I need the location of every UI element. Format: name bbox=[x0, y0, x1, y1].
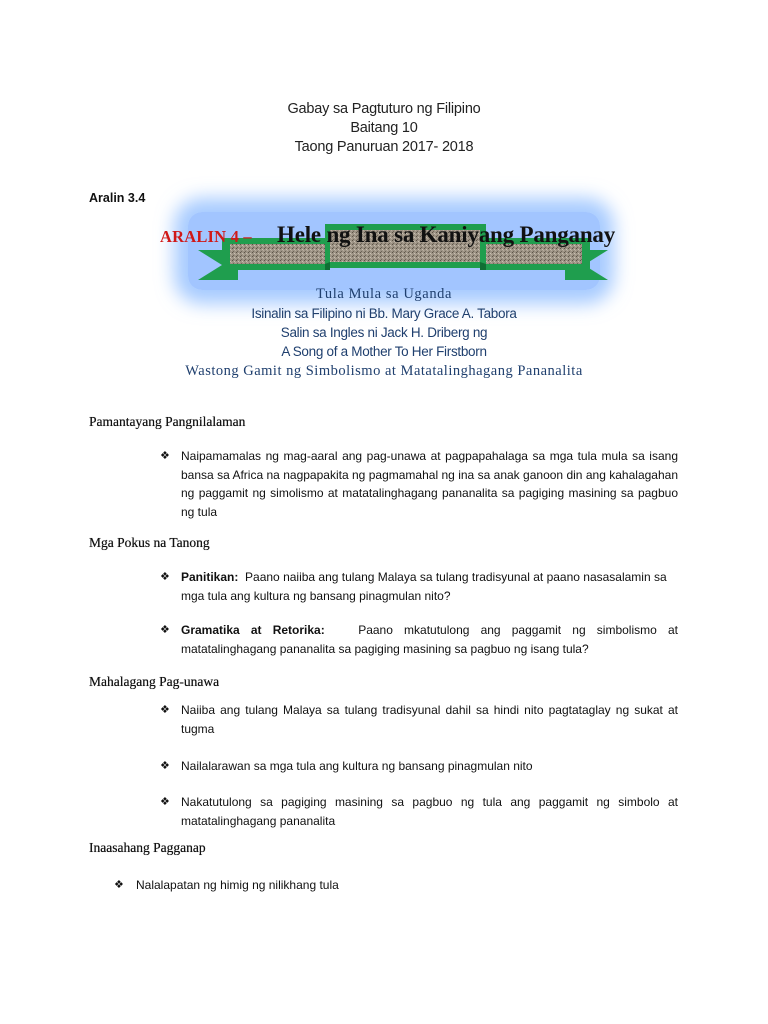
pokus-label-panitikan: Panitikan: bbox=[181, 570, 239, 584]
header-line-1: Gabay sa Pagtuturo ng Filipino bbox=[287, 101, 481, 117]
pamantayan-text: Naipamamalas ng mag-aaral ang pag-unawa at pagpapahalaga sa mga tula mula sa isang bansa sa Africa na nagpapakita ng pagmamahal ng ina sa anak ganoon din ang kahalagahan ng paggamit ng simolismo at matatalinghagang pananalita sa pagiging masining sa pagbuo ng tula bbox=[181, 449, 678, 519]
subtitle-topic: Wastong Gamit ng Simbolismo at Matatalinghagang Pananalita bbox=[185, 363, 583, 379]
list-item bbox=[114, 876, 674, 895]
subtitle-translator: Isinalin sa Filipino ni Bb. Mary Grace A. Tabora bbox=[251, 306, 517, 321]
diamond-bullet-icon: ❖ bbox=[160, 571, 170, 583]
subtitle-english-translator: Salin sa Ingles ni Jack H. Driberg ng bbox=[280, 325, 488, 340]
header-line-2: Baitang 10 bbox=[350, 120, 418, 136]
list-item bbox=[160, 621, 678, 658]
heading-pagganap: Inaasahang Pagganap bbox=[89, 840, 206, 855]
banner-lesson-number: ARALIN 4 – bbox=[160, 227, 252, 246]
document-header bbox=[0, 100, 768, 157]
heading-pokus: Mga Pokus na Tanong bbox=[89, 535, 210, 550]
subtitle-origin: Tula Mula sa Uganda bbox=[315, 286, 453, 302]
pokus-text-gramatika: Paano mkatutulong ang paggamit ng simbolismo at matatalinghagang pananalita sa pagiging masining sa pagbuo ng isang tula? bbox=[181, 623, 678, 656]
heading-unawa: Mahalagang Pag-unawa bbox=[89, 674, 220, 689]
heading-pamantayan: Pamantayang Pangnilalaman bbox=[89, 414, 246, 429]
diamond-bullet-icon: ❖ bbox=[160, 450, 170, 462]
diamond-bullet-icon: ❖ bbox=[114, 879, 124, 891]
diamond-bullet-icon: ❖ bbox=[160, 624, 170, 636]
unawa-text-2: Nailalarawan sa mga tula ang kultura ng bansang pinagmulan nito bbox=[181, 759, 533, 773]
pokus-label-gramatika: Gramatika at Retorika: bbox=[181, 623, 325, 637]
unawa-text-3: Nakatutulong sa pagiging masining sa pagbuo ng tula ang paggamit ng simbolo at matatalinghagang pananalita bbox=[181, 795, 678, 828]
list-item bbox=[160, 757, 678, 776]
list-item bbox=[160, 793, 678, 830]
subtitle-block bbox=[0, 285, 768, 381]
banner-title: Hele ng Ina sa Kaniyang Panganay bbox=[277, 222, 616, 247]
unawa-text-1: Naiiba ang tulang Malaya sa tulang tradisyunal dahil sa hindi nito pagtataglay ng sukat at tugma bbox=[181, 703, 678, 736]
diamond-bullet-icon: ❖ bbox=[160, 704, 170, 716]
subtitle-english-title: A Song of a Mother To Her Firstborn bbox=[281, 344, 487, 359]
list-item bbox=[160, 568, 678, 605]
aralin-label: Aralin 3.4 bbox=[89, 191, 146, 205]
diamond-bullet-icon: ❖ bbox=[160, 796, 170, 808]
diamond-bullet-icon: ❖ bbox=[160, 760, 170, 772]
list-item bbox=[160, 447, 678, 521]
header-line-3: Taong Panuruan 2017- 2018 bbox=[294, 139, 474, 155]
pagganap-text: Nalalapatan ng himig ng nilikhang tula bbox=[136, 878, 339, 892]
list-item bbox=[160, 701, 678, 738]
pokus-text-panitikan: Paano naiiba ang tulang Malaya sa tulang tradisyunal at paano nasasalamin sa mga tula ang kultura ng bansang pinagmulan nito? bbox=[181, 570, 667, 603]
